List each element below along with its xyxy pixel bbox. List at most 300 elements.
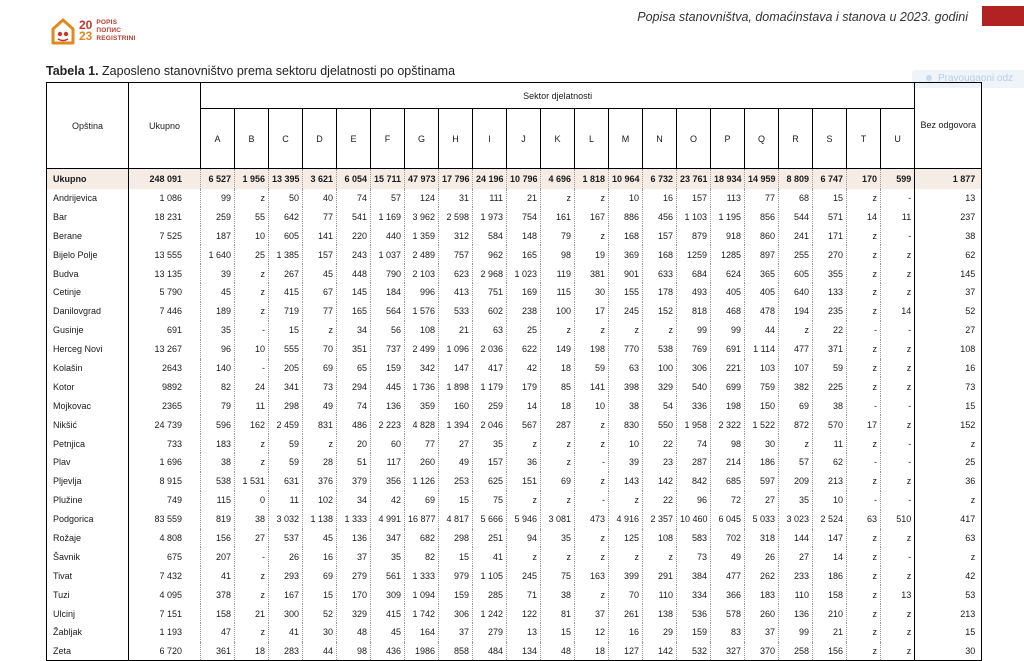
cell-sector-value: 12	[575, 623, 609, 642]
cell-sector-value: 1 096	[439, 340, 473, 359]
cell-sector-value: 160	[439, 396, 473, 415]
cell-bez-odgovora: 38	[915, 226, 982, 245]
cell-opstina: Gusinje	[47, 321, 129, 340]
cell-sector-value: 14	[507, 396, 541, 415]
cell-sector-value: 3 023	[779, 510, 813, 529]
cell-sector-value: 164	[405, 623, 439, 642]
cell-bez-odgovora: 417	[915, 510, 982, 529]
cell-sector-value: 24 196	[473, 169, 507, 189]
cell-sector-value: z	[235, 623, 269, 642]
table-row	[47, 340, 982, 359]
cell-sector-value: 37	[439, 623, 473, 642]
cell-ukupno: 675	[129, 547, 201, 566]
cell-opstina: Pljevlja	[47, 472, 129, 491]
cell-sector-value: 456	[643, 207, 677, 226]
cell-sector-value: z	[235, 566, 269, 585]
cell-sector-value: 184	[371, 283, 405, 302]
cell-sector-value: 259	[201, 207, 235, 226]
cell-sector-value: z	[847, 547, 881, 566]
cell-sector-value: 170	[847, 169, 881, 189]
cell-sector-value: 144	[779, 529, 813, 548]
cell-sector-value: 59	[575, 359, 609, 378]
cell-sector-value: 1 169	[371, 207, 405, 226]
cell-ukupno: 8 915	[129, 472, 201, 491]
cell-sector-value: 14	[847, 207, 881, 226]
cell-sector-value: 241	[779, 226, 813, 245]
cell-sector-value: 17	[575, 302, 609, 321]
cell-sector-value: 74	[337, 189, 371, 208]
cell-sector-value: z	[847, 472, 881, 491]
cell-sector-value: 138	[643, 604, 677, 623]
cell-sector-value: 225	[813, 377, 847, 396]
cell-bez-odgovora: 30	[915, 642, 982, 661]
cell-sector-value: 605	[269, 226, 303, 245]
cell-sector-value: 381	[575, 264, 609, 283]
cell-sector-value: -	[235, 321, 269, 340]
cell-bez-odgovora: 13	[915, 189, 982, 208]
cell-sector-value: 5 033	[745, 510, 779, 529]
cell-sector-value: 1285	[711, 245, 745, 264]
cell-sector-value: 737	[371, 340, 405, 359]
floating-tool-tab[interactable]: Pravougaoni odz	[912, 70, 1024, 88]
cell-sector-value: 682	[405, 529, 439, 548]
cell-sector-value: 79	[201, 396, 235, 415]
cell-sector-value: 1 958	[677, 415, 711, 434]
cell-opstina: Danilovgrad	[47, 302, 129, 321]
table-row	[47, 547, 982, 566]
cell-bez-odgovora: 1 877	[915, 169, 982, 189]
cell-sector-value: 183	[745, 585, 779, 604]
cell-sector-value: 15	[813, 189, 847, 208]
cell-sector-value: 1 742	[405, 604, 439, 623]
cell-sector-value: 1 576	[405, 302, 439, 321]
cell-sector-value: 48	[541, 642, 575, 661]
cell-sector-value: 35	[473, 434, 507, 453]
cell-sector-value: z	[541, 321, 575, 340]
cell-sector-value: 417	[473, 359, 507, 378]
cell-sector-value: 156	[201, 529, 235, 548]
cell-sector-value: 293	[269, 566, 303, 585]
cell-opstina: Šavnik	[47, 547, 129, 566]
cell-sector-value: 879	[677, 226, 711, 245]
cell-sector-value: 30	[745, 434, 779, 453]
cell-sector-value: -	[881, 189, 915, 208]
cell-sector-value: 37	[575, 604, 609, 623]
cell-bez-odgovora: 145	[915, 264, 982, 283]
cell-sector-value: 413	[439, 283, 473, 302]
cell-sector-value: 1 333	[405, 566, 439, 585]
cell-sector-value: 399	[609, 566, 643, 585]
cell-sector-value: 287	[677, 453, 711, 472]
cell-sector-value: 42	[371, 491, 405, 510]
cell-sector-value: 136	[337, 529, 371, 548]
logo-text: POPIS ПОПИС REGISTRINI	[96, 19, 136, 42]
table-row	[47, 377, 982, 396]
cell-sector-value: 26	[269, 547, 303, 566]
cell-sector-value: 251	[473, 529, 507, 548]
cell-sector-value: 119	[541, 264, 575, 283]
cell-sector-value: 136	[371, 396, 405, 415]
cell-sector-value: 198	[711, 396, 745, 415]
cell-sector-value: 15	[439, 491, 473, 510]
cell-sector-value: 359	[405, 396, 439, 415]
cell-sector-value: 493	[677, 283, 711, 302]
cell-sector-value: 47 973	[405, 169, 439, 189]
col-header-sector: J	[507, 109, 541, 169]
cell-sector-value: 751	[473, 283, 507, 302]
cell-sector-value: 115	[201, 491, 235, 510]
cell-opstina: Berane	[47, 226, 129, 245]
cell-sector-value: 39	[609, 453, 643, 472]
cell-sector-value: 35	[371, 547, 405, 566]
col-header-sector: M	[609, 109, 643, 169]
cell-ukupno: 4 808	[129, 529, 201, 548]
cell-sector-value: 81	[541, 604, 575, 623]
col-header-sector: S	[813, 109, 847, 169]
cell-sector-value: 684	[677, 264, 711, 283]
cell-sector-value: 35	[541, 529, 575, 548]
table-row	[47, 302, 982, 321]
cell-opstina: Podgorica	[47, 510, 129, 529]
cell-sector-value: 2 524	[813, 510, 847, 529]
cell-sector-value: 2 036	[473, 340, 507, 359]
cell-sector-value: 99	[711, 321, 745, 340]
table-row	[47, 189, 982, 208]
cell-sector-value: 245	[609, 302, 643, 321]
cell-sector-value: 2 489	[405, 245, 439, 264]
cell-sector-value: 155	[609, 283, 643, 302]
cell-sector-value: z	[609, 321, 643, 340]
cell-sector-value: 2 598	[439, 207, 473, 226]
cell-sector-value: z	[847, 283, 881, 302]
cell-sector-value: 1 138	[303, 510, 337, 529]
cell-sector-value: 99	[677, 321, 711, 340]
cell-sector-value: 17 796	[439, 169, 473, 189]
cell-sector-value: z	[881, 415, 915, 434]
cell-sector-value: 262	[745, 566, 779, 585]
cell-sector-value: 141	[303, 226, 337, 245]
cell-sector-value: 583	[677, 529, 711, 548]
cell-ukupno: 13 135	[129, 264, 201, 283]
cell-sector-value: 113	[711, 189, 745, 208]
cell-sector-value: 538	[201, 472, 235, 491]
cell-sector-value: 3 962	[405, 207, 439, 226]
cell-sector-value: 20	[337, 434, 371, 453]
cell-sector-value: z	[575, 472, 609, 491]
cell-sector-value: 98	[541, 245, 575, 264]
cell-sector-value: 370	[745, 642, 779, 661]
cell-sector-value: 1 736	[405, 377, 439, 396]
cell-sector-value: 152	[643, 302, 677, 321]
cell-sector-value: 245	[507, 566, 541, 585]
cell-sector-value: 142	[643, 472, 677, 491]
cell-sector-value: 1986	[405, 642, 439, 661]
cell-sector-value: 436	[371, 642, 405, 661]
cell-sector-value: 167	[575, 207, 609, 226]
cell-sector-value: 633	[643, 264, 677, 283]
cell-opstina: Kotor	[47, 377, 129, 396]
cell-sector-value: z	[847, 359, 881, 378]
cell-sector-value: 158	[813, 585, 847, 604]
cell-sector-value: z	[235, 189, 269, 208]
cell-sector-value: 355	[813, 264, 847, 283]
cell-sector-value: 38	[813, 396, 847, 415]
cell-sector-value: 41	[201, 566, 235, 585]
cell-sector-value: 63	[609, 359, 643, 378]
col-header-sector: I	[473, 109, 507, 169]
cell-sector-value: z	[847, 226, 881, 245]
cell-sector-value: 51	[337, 453, 371, 472]
cell-sector-value: z	[881, 359, 915, 378]
table-row	[47, 415, 982, 434]
cell-sector-value: 318	[745, 529, 779, 548]
cell-sector-value: 1 531	[235, 472, 269, 491]
col-header-sector: E	[337, 109, 371, 169]
cell-sector-value: 4 991	[371, 510, 405, 529]
cell-sector-value: 448	[337, 264, 371, 283]
cell-sector-value: z	[881, 472, 915, 491]
cell-sector-value: 69	[779, 396, 813, 415]
cell-sector-value: 334	[677, 585, 711, 604]
cell-sector-value: 382	[779, 377, 813, 396]
cell-sector-value: 16	[609, 623, 643, 642]
cell-sector-value: 11	[235, 396, 269, 415]
cell-sector-value: z	[847, 566, 881, 585]
cell-sector-value: 484	[473, 642, 507, 661]
cell-sector-value: z	[541, 434, 575, 453]
cell-sector-value: 170	[337, 585, 371, 604]
cell-sector-value: 189	[201, 302, 235, 321]
cell-sector-value: -	[575, 453, 609, 472]
cell-opstina: Žabljak	[47, 623, 129, 642]
cell-sector-value: 70	[303, 340, 337, 359]
cell-sector-value: 38	[609, 396, 643, 415]
cell-sector-value: z	[881, 245, 915, 264]
cell-bez-odgovora: 36	[915, 472, 982, 491]
cell-opstina: Bijelo Polje	[47, 245, 129, 264]
cell-sector-value: 23 761	[677, 169, 711, 189]
cell-sector-value: 150	[745, 396, 779, 415]
cell-sector-value: 165	[507, 245, 541, 264]
cell-bez-odgovora: 16	[915, 359, 982, 378]
cell-sector-value: 157	[303, 245, 337, 264]
cell-sector-value: 365	[745, 264, 779, 283]
cell-sector-value: 2 322	[711, 415, 745, 434]
cell-sector-value: 478	[745, 302, 779, 321]
cell-opstina: Tivat	[47, 566, 129, 585]
cell-sector-value: z	[847, 264, 881, 283]
table-row	[47, 359, 982, 378]
cell-sector-value: 14	[881, 302, 915, 321]
cell-sector-value: 56	[371, 321, 405, 340]
cell-sector-value: 578	[711, 604, 745, 623]
cell-sector-value: z	[779, 434, 813, 453]
cell-sector-value: 38	[201, 453, 235, 472]
cell-sector-value: 6 527	[201, 169, 235, 189]
cell-sector-value: 159	[371, 359, 405, 378]
cell-sector-value: -	[235, 359, 269, 378]
cell-sector-value: 38	[235, 510, 269, 529]
cell-sector-value: z	[609, 491, 643, 510]
cell-sector-value: 10 460	[677, 510, 711, 529]
cell-sector-value: 10	[813, 491, 847, 510]
cell-ukupno: 749	[129, 491, 201, 510]
cell-sector-value: 351	[337, 340, 371, 359]
table-row	[47, 472, 982, 491]
cell-sector-value: 75	[473, 491, 507, 510]
cell-sector-value: z	[847, 189, 881, 208]
cell-sector-value: 186	[745, 453, 779, 472]
cell-sector-value: 16 877	[405, 510, 439, 529]
cell-sector-value: 107	[779, 359, 813, 378]
cell-bez-odgovora: 37	[915, 283, 982, 302]
cell-sector-value: 74	[677, 434, 711, 453]
cell-sector-value: 98	[711, 434, 745, 453]
cell-sector-value: 6 054	[337, 169, 371, 189]
cell-sector-value: 26	[745, 547, 779, 566]
cell-sector-value: 220	[337, 226, 371, 245]
cell-sector-value: -	[881, 434, 915, 453]
cell-sector-value: 405	[745, 283, 779, 302]
cell-sector-value: 45	[303, 529, 337, 548]
cell-sector-value: 405	[711, 283, 745, 302]
cell-sector-value: 169	[507, 283, 541, 302]
cell-sector-value: 156	[813, 642, 847, 661]
cell-sector-value: 99	[201, 189, 235, 208]
cell-sector-value: 35	[779, 491, 813, 510]
cell-sector-value: 27	[745, 491, 779, 510]
cell-sector-value: 27	[235, 529, 269, 548]
cell-sector-value: z	[235, 585, 269, 604]
cell-sector-value: 3 032	[269, 510, 303, 529]
cell-sector-value: 77	[405, 434, 439, 453]
cell-sector-value: 702	[711, 529, 745, 548]
cell-sector-value: 1 333	[337, 510, 371, 529]
cell-sector-value: 584	[473, 226, 507, 245]
cell-sector-value: 699	[711, 377, 745, 396]
cell-opstina: Herceg Novi	[47, 340, 129, 359]
cell-sector-value: 567	[507, 415, 541, 434]
cell-ukupno: 1 193	[129, 623, 201, 642]
cell-sector-value: 10	[609, 434, 643, 453]
cell-sector-value: 209	[779, 472, 813, 491]
cell-sector-value: -	[847, 396, 881, 415]
table-row	[47, 321, 982, 340]
cell-sector-value: 24	[235, 377, 269, 396]
table-caption: Tabela 1. Zaposleno stanovništvo prema sektoru djelatnosti po opštinama	[46, 64, 456, 78]
cell-bez-odgovora: 73	[915, 377, 982, 396]
cell-sector-value: -	[881, 226, 915, 245]
cell-sector-value: 253	[439, 472, 473, 491]
cell-sector-value: 69	[541, 472, 575, 491]
cell-sector-value: z	[881, 529, 915, 548]
cell-sector-value: -	[881, 547, 915, 566]
cell-sector-value: 872	[779, 415, 813, 434]
cell-sector-value: 361	[201, 642, 235, 661]
cell-sector-value: z	[541, 491, 575, 510]
cell-sector-value: 16	[643, 189, 677, 208]
col-header-sector: A	[201, 109, 235, 169]
cell-sector-value: 94	[507, 529, 541, 548]
cell-sector-value: 6 732	[643, 169, 677, 189]
cell-ukupno: 6 720	[129, 642, 201, 661]
col-header-sector: T	[847, 109, 881, 169]
cell-sector-value: z	[235, 264, 269, 283]
cell-sector-value: 214	[711, 453, 745, 472]
cell-sector-value: 1 114	[745, 340, 779, 359]
cell-sector-value: 341	[269, 377, 303, 396]
cell-sector-value: 163	[575, 566, 609, 585]
cell-sector-value: 640	[779, 283, 813, 302]
cell-sector-value: 162	[235, 415, 269, 434]
cell-sector-value: 6 045	[711, 510, 745, 529]
cell-sector-value: 157	[677, 189, 711, 208]
cell-sector-value: 21	[439, 321, 473, 340]
cell-sector-value: z	[575, 585, 609, 604]
cell-sector-value: 6 747	[813, 169, 847, 189]
cell-sector-value: 818	[677, 302, 711, 321]
cell-bez-odgovora: 108	[915, 340, 982, 359]
col-header-sector: N	[643, 109, 677, 169]
cell-sector-value: 77	[303, 302, 337, 321]
cell-sector-value: 110	[779, 585, 813, 604]
cell-sector-value: 69	[303, 359, 337, 378]
cell-sector-value: 36	[507, 453, 541, 472]
cell-opstina: Kolašin	[47, 359, 129, 378]
cell-sector-value: -	[847, 321, 881, 340]
cell-ukupno: 2365	[129, 396, 201, 415]
cell-sector-value: 754	[507, 207, 541, 226]
cell-ukupno: 1 086	[129, 189, 201, 208]
cell-sector-value: z	[575, 529, 609, 548]
cell-sector-value: 71	[507, 585, 541, 604]
cell-sector-value: z	[235, 302, 269, 321]
cell-sector-value: 757	[439, 245, 473, 264]
cell-sector-value: 69	[405, 491, 439, 510]
cell-opstina: Rožaje	[47, 529, 129, 548]
cell-sector-value: 19	[575, 245, 609, 264]
cell-sector-value: 532	[677, 642, 711, 661]
cell-sector-value: 183	[201, 434, 235, 453]
col-header-ukupno: Ukupno	[129, 83, 201, 169]
total-row	[47, 169, 982, 189]
cell-sector-value: -	[881, 396, 915, 415]
employment-table	[46, 82, 982, 661]
tool-dot-icon	[926, 75, 932, 81]
table-row	[47, 585, 982, 604]
cell-sector-value: 685	[711, 472, 745, 491]
cell-sector-value: 371	[813, 340, 847, 359]
cell-sector-value: 70	[609, 585, 643, 604]
cell-ukupno: 7 525	[129, 226, 201, 245]
cell-sector-value: 261	[609, 604, 643, 623]
cell-sector-value: z	[643, 321, 677, 340]
cell-bez-odgovora: z	[915, 547, 982, 566]
cell-sector-value: 22	[643, 434, 677, 453]
cell-ukupno: 7 446	[129, 302, 201, 321]
cell-sector-value: 213	[813, 472, 847, 491]
cell-sector-value: 342	[405, 359, 439, 378]
cell-sector-value: z	[881, 264, 915, 283]
cell-sector-value: z	[881, 623, 915, 642]
cell-sector-value: 1 103	[677, 207, 711, 226]
cell-sector-value: 235	[813, 302, 847, 321]
cell-sector-value: 54	[643, 396, 677, 415]
cell-sector-value: 60	[371, 434, 405, 453]
cell-sector-value: 1 640	[201, 245, 235, 264]
cell-sector-value: 270	[813, 245, 847, 264]
cell-sector-value: 65	[337, 359, 371, 378]
